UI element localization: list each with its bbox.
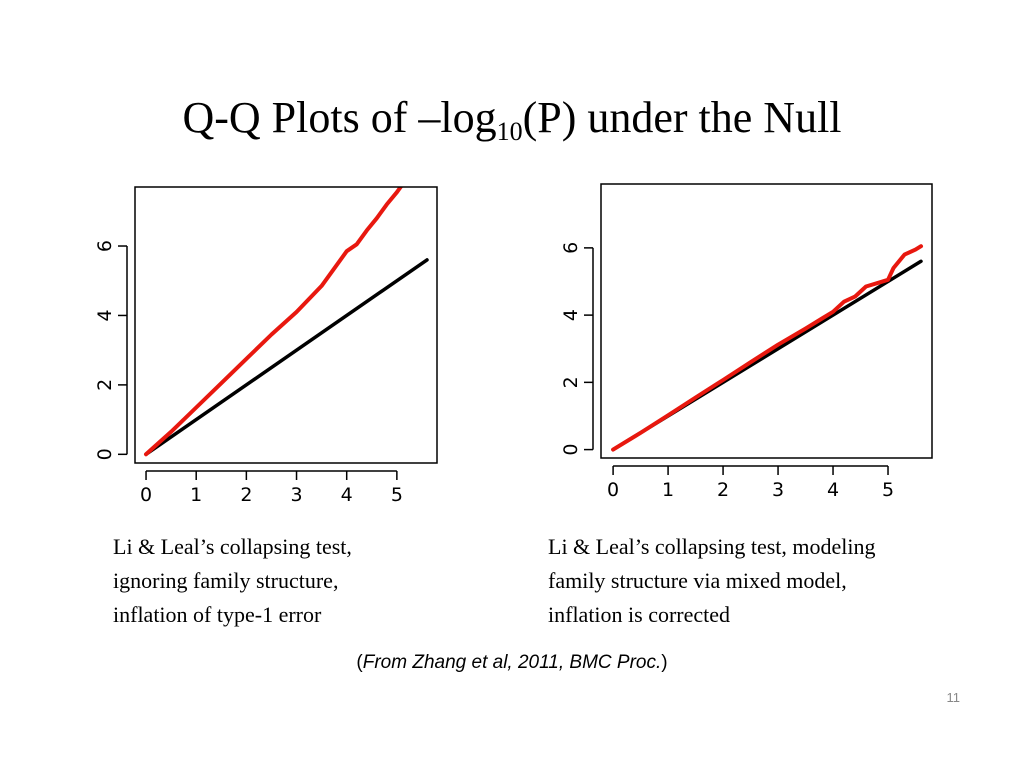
x-tick-label: 5 — [881, 479, 895, 501]
x-tick-label: 3 — [771, 479, 785, 501]
x-tick-label: 2 — [717, 479, 730, 501]
x-tick-label: 0 — [607, 479, 620, 501]
caption-right-line-1: Li & Leal’s collapsing test, modeling — [548, 534, 876, 559]
x-tick-label: 5 — [390, 484, 403, 506]
caption-left-line-1: Li & Leal’s collapsing test, — [113, 534, 352, 559]
x-tick-label: 4 — [340, 484, 353, 506]
y-tick-label: 6 — [94, 239, 116, 253]
x-tick-label: 1 — [662, 479, 675, 501]
y-tick-label: 0 — [560, 443, 582, 456]
x-tick-label: 0 — [139, 484, 153, 506]
x-tick-label: 2 — [240, 484, 253, 506]
qq-plot-right — [545, 174, 945, 509]
citation-text: From Zhang et al, 2011, BMC Proc. — [362, 652, 662, 673]
y-tick-label: 4 — [94, 309, 116, 322]
caption-right — [548, 530, 876, 632]
y-tick-label: 6 — [560, 241, 582, 254]
y-tick-label: 2 — [94, 378, 116, 391]
expected-line — [146, 260, 427, 454]
x-tick-label: 3 — [290, 484, 303, 506]
caption-left — [113, 530, 352, 632]
slide-title: Q-Q Plots of $-\log_{10}(P)$ under the Null — [182, 93, 842, 146]
caption-left-line-2: ignoring family structure, — [113, 568, 339, 593]
title-subscript: 10 — [496, 117, 523, 146]
x-tick-label: 4 — [826, 479, 840, 501]
source-citation: (From Zhang et al, 2011, BMC Proc.) — [356, 652, 668, 673]
y-tick-label: 0 — [94, 448, 116, 461]
caption-left-line-3: inflation of type-1 error — [113, 602, 322, 627]
y-tick-label: 2 — [560, 376, 582, 389]
x-tick-label: 1 — [190, 484, 203, 506]
observed-line — [146, 178, 407, 454]
plot-frame — [601, 184, 932, 458]
page-number: 11 — [946, 690, 960, 705]
caption-right-line-3: inflation is corrected — [548, 602, 731, 627]
qq-plot-left — [80, 178, 450, 513]
y-tick-label: 4 — [560, 309, 582, 322]
caption-right-line-2: family structure via mixed model, — [548, 568, 847, 593]
observed-line — [613, 246, 921, 449]
